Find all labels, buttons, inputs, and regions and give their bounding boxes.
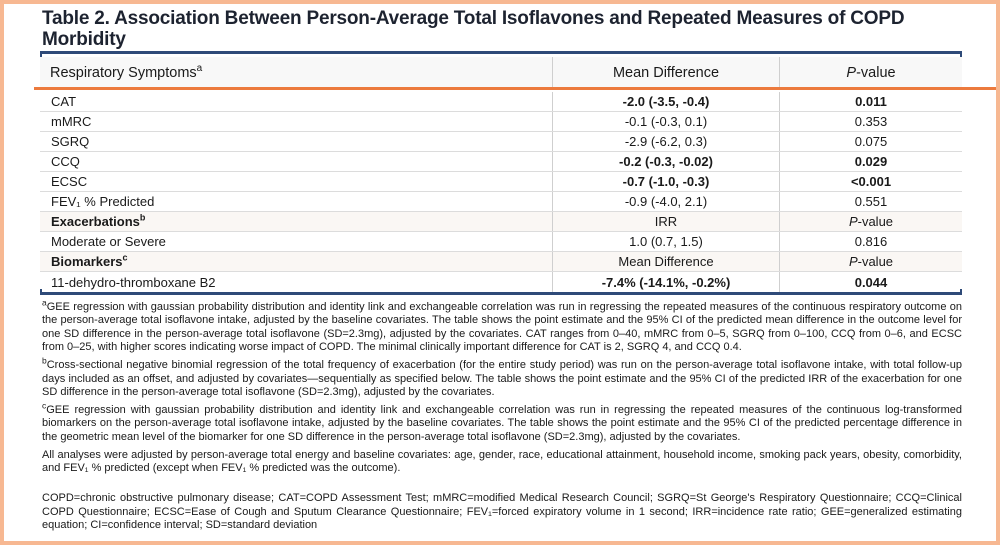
row-estimate: -2.9 (-6.2, 0.3) — [552, 132, 779, 151]
table-row — [40, 132, 962, 152]
table-row — [40, 232, 962, 252]
row-label: SGRQ — [51, 134, 90, 149]
row-label: mMRC — [51, 114, 92, 129]
row-label: 11-dehydro-thromboxane B2 — [51, 274, 216, 290]
row-estimate: -0.2 (-0.3, -0.02) — [552, 152, 779, 171]
table-row — [40, 172, 962, 192]
footnote-marker-a: a — [196, 63, 203, 75]
footnote-c-marker: c — [42, 400, 47, 411]
row-estimate: -7.4% (-14.1%, -0.2%) — [552, 272, 779, 292]
header-p-value: P -value — [779, 57, 962, 89]
row-p-value: 0.816 — [779, 232, 962, 251]
row-estimate: -0.7 (-1.0, -0.3) — [552, 172, 779, 191]
row-label: FEV₁ % Predicted — [51, 194, 155, 209]
row-label: Moderate or Severe — [51, 234, 166, 249]
row-p-value: 0.075 — [779, 132, 962, 151]
footnote-b: $^b$Cross-sectional negative binomial regression of the total frequency of exacerbation (for the entire study period) was run on the person-average total isoflavone intake, with total follow-up days included as an offset, and adjusted by covariates—sequentially as specified below. The table shows the point estimate and the 95% CI of the predicted IRR of the exacerbation for one SD difference in the person-average total isoflavone (SD=2.3mg), adjusted by the covariates. — [42, 355, 962, 398]
table-row — [40, 112, 962, 132]
row-estimate: Mean Difference — [552, 252, 779, 271]
header-respiratory-symptoms: Respiratory Symptoms$^a$ — [50, 63, 203, 81]
table-body — [40, 92, 962, 292]
row-p-value: <0.001 — [779, 172, 962, 191]
row-label: Exacerbations$^b$ — [51, 212, 146, 229]
row-label: CAT — [51, 94, 77, 109]
row-estimate: -2.0 (-3.5, -0.4) — [552, 92, 779, 111]
adjustment-note: All analyses were adjusted by person-average total energy and baseline covariates: age, gender, race, educational attainment, household income, smoking pack years, obesity, comorbidity, and FEV₁ % predicted (except when FEV₁ % predicted was the outcome). — [42, 448, 962, 474]
footnote-c: $^c$GEE regression with gaussian probability distribution and identity link and exchangeable correlation was run in regressing the repeated measures of the continuous log-transformed biomarkers on the person-average total isoflavone intake, adjusted by the baseline covariates. The table shows the point estimate and the 95% CI of the predicted percentage difference in the geometric mean level of the biomarker for one SD difference in the person-average total isoflavone (SD=2.3mg), adjusted by the covariates. — [42, 400, 962, 443]
header-mean-difference: Mean Difference — [552, 57, 779, 89]
row-p-value: 0.029 — [779, 152, 962, 171]
table-row — [40, 212, 962, 232]
row-p-value: 0.011 — [779, 92, 962, 111]
footnote-a-marker: a — [42, 297, 47, 308]
row-estimate: -0.9 (-4.0, 2.1) — [552, 192, 779, 211]
row-label: ECSC — [51, 174, 88, 189]
row-estimate: 1.0 (0.7, 1.5) — [552, 232, 779, 251]
row-p-value: 0.044 — [779, 272, 962, 292]
table-row — [40, 152, 962, 172]
header-underline-accent — [34, 87, 996, 90]
row-label: Biomarkers$^c$ — [51, 252, 128, 269]
table-row — [40, 252, 962, 272]
row-estimate: IRR — [552, 212, 779, 231]
row-p-value: P -value — [779, 252, 962, 271]
table-row — [40, 192, 962, 212]
row-estimate: -0.1 (-0.3, 0.1) — [552, 112, 779, 131]
footnote-b-marker: b — [42, 355, 47, 366]
abbreviations-note: COPD=chronic obstructive pulmonary disease; CAT=COPD Assessment Test; mMRC=modified Medical Research Council; SGRQ=St George's Respiratory Questionnaire; CCQ=Clinical COPD Questionnaire; ECSC=Ease of Cough and Sputum Clearance Questionnaire; FEV₁=forced expiratory volume in 1 second; IRR=incidence rate ratio; GEE=generalized estimating equation; CI=confidence interval; SD=standard deviation — [42, 492, 962, 532]
table-header-row — [40, 57, 962, 89]
footnote-a: $^a$GEE regression with gaussian probability distribution and identity link and exchangeable correlation was run in regressing the repeated measures of the continuous respiratory outcome on the person-average total isoflavone intake, adjusted by the baseline covariates. The table shows the point estimate and the 95% CI of the predicted mean difference in the outcome level for one SD difference in the person-average total isoflavone (SD=2.3mg), adjusted by the covariates. CAT ranges from 0–40, mMRC from 0–5, SGRQ from 0–100, CCQ from 0–6, and ECSC from 0–25, with higher scores indicating worse impact of COPD. The minimal clinically important difference for CAT is 2, SGRQ 4, and CCQ 0.4. — [42, 297, 962, 354]
table-title: Table 2. Association Between Person-Average Total Isoflavones and Repeated Measures of COPD Morbidity — [42, 8, 905, 50]
row-p-value: P -value — [779, 212, 962, 231]
row-p-value: 0.551 — [779, 192, 962, 211]
table-bottom-rule — [40, 289, 962, 295]
table-footnotes — [42, 297, 962, 537]
row-p-value: 0.353 — [779, 112, 962, 131]
table-row — [40, 92, 962, 112]
row-label: CCQ — [51, 154, 80, 169]
